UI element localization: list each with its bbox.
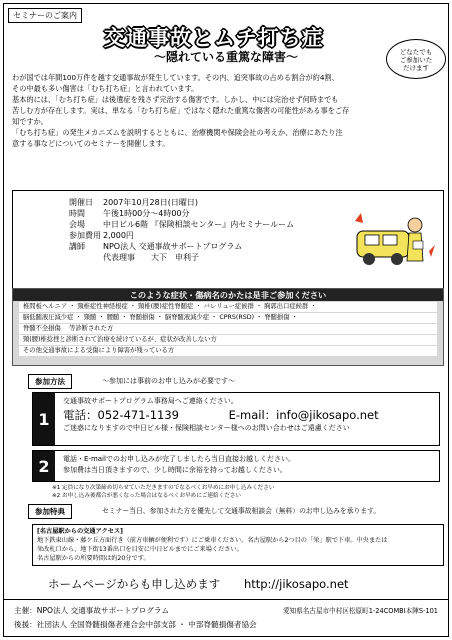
homepage-link[interactable]: http://jikosapo.net bbox=[243, 577, 349, 591]
car-accident-illustration bbox=[351, 201, 437, 281]
benefit-label: 参加特典 bbox=[28, 504, 72, 519]
seminar-tag: セミナーのご案内 bbox=[8, 8, 82, 23]
intro-line: 「むち打ち症」の発生メカニズムを説明するとともに、治療機関や保険会社の考えか、治療にあたり注 bbox=[12, 128, 343, 137]
symptom-item: その他交通事故による受傷により障害が残っている方 bbox=[19, 346, 437, 356]
detail-key: 会場 bbox=[69, 220, 85, 229]
organizer-address: 愛知県名古屋市中村区松原町1-24COMBI本陣S-101 bbox=[283, 607, 438, 615]
access-line: 名古屋駅からの所要時間は約20分です。 bbox=[37, 555, 150, 562]
access-line: 地下鉄東山線・藤ケ丘方面行き（前方車輌が便利です）にご乗車ください。名古屋駅から2つ目の「栄」駅で下車。中央または bbox=[37, 537, 388, 544]
benefit-text: セミナー当日、参加された方を優先して交通事故相談会（無料）のお申し込みを承ります。 bbox=[102, 507, 381, 515]
homepage-label: ホームページからも申し込めます bbox=[48, 577, 221, 591]
page-title: 交通事故とムチ打ち症 bbox=[104, 26, 324, 50]
notes bbox=[52, 484, 274, 500]
detail-value: 2,000円 bbox=[103, 231, 134, 240]
symptom-item: 頸(腰)椎捻挫と診断されて治療を続けているが、症状が改善しない方 bbox=[19, 335, 437, 345]
option-number: 2 bbox=[33, 451, 55, 481]
option-1-line: 交通事故サポートプログラム事務局へご連絡ください。 bbox=[63, 397, 238, 405]
supporters: 後援：社団法人 全国脊髄損傷者連合会中部支部 ・ 中部脊髄損傷者協会 bbox=[14, 620, 257, 629]
option-number: 1 bbox=[33, 393, 55, 445]
method-label: 参加方法 bbox=[28, 374, 72, 389]
symptom-item: 脊髄不全損傷 等診断された方 bbox=[19, 324, 437, 334]
flyer-page bbox=[3, 3, 449, 637]
bubble-line: ご参加いた bbox=[399, 56, 433, 64]
option-2-box bbox=[32, 450, 440, 482]
bubble-line: だけます bbox=[403, 64, 429, 72]
contact-line bbox=[63, 407, 431, 423]
option-2-line: 参加費は当日頂きますので、少し時間に余裕を持ってお越しください。 bbox=[63, 466, 287, 474]
detail-key: 講師 bbox=[69, 242, 85, 251]
organizer: 主催：NPO法人 交通事故サポートプログラム bbox=[14, 606, 170, 615]
option-1-box bbox=[32, 392, 440, 446]
detail-value: 午後1時00分〜4時00分 bbox=[103, 209, 190, 218]
intro-line: 基本的には、「むち打ち症」は後遺症を残さず完治する傷害です。しかし、中には完治せず何時までも bbox=[12, 95, 339, 104]
email-address[interactable]: E-mail：info@jikosapo.net bbox=[228, 408, 379, 422]
detail-key: 開催日 bbox=[69, 198, 93, 207]
footer-row bbox=[14, 604, 438, 618]
symptoms-box bbox=[12, 288, 444, 366]
phone-number[interactable]: 電話：052-471-1139 bbox=[63, 408, 179, 422]
detail-key bbox=[69, 252, 103, 263]
intro-line: 知ですか。 bbox=[12, 117, 48, 126]
page-subtitle: 〜隠れている重篤な障害〜 bbox=[154, 50, 299, 64]
intro-text bbox=[12, 72, 444, 149]
option-1-caution: ご迷惑になりますので中日ビル様・保険相談センター様へのお問い合わせはご遠慮ください bbox=[63, 424, 350, 432]
note-item: ※2 お申し込み後都合が悪くなった場合はなるべくお早めにご連絡ください bbox=[52, 493, 242, 499]
symptom-item: 脳低髄液圧減少症 ・ 頸髄 ・ 腰髄 ・ 脊髄損傷 ・ 脳脊髄液減少症 ・ CPRS(RSD) ・ 脊髄損傷 ・ bbox=[19, 313, 437, 323]
symptom-item: 椎間板ヘルニア ・ 頸椎症性神経根症 ・ 頸椎(腰)症性脊髄症 ・ バレリュー症候群 ・ 胸郭出口症候群 ・ bbox=[19, 302, 437, 312]
detail-value: 代表理事 大下 申利子 bbox=[103, 253, 199, 262]
bubble-line: どなたでも bbox=[399, 48, 433, 56]
symptoms-heading: このような症状・傷病名のかたは是非ご参加ください bbox=[13, 289, 443, 301]
intro-line: わが国では年間100万件を越す交通事故が発生しています。その内、追突事故の占める割合が約4割、 bbox=[12, 73, 339, 82]
detail-value: 2007年10月28日(日曜日) bbox=[103, 198, 198, 207]
detail-key: 時間 bbox=[69, 209, 85, 218]
footer bbox=[4, 599, 448, 636]
access-box bbox=[32, 524, 444, 566]
intro-line: その中最も多い傷害は「むち打ち症」と言われています。 bbox=[12, 84, 199, 93]
detail-value: 中日ビル6階 『保険相談センター』内セミナールーム bbox=[103, 220, 295, 229]
event-details-box bbox=[12, 190, 444, 290]
option-2-line: 電話・E-mailでのお申し込みが完了しましたら当日直接お越しください。 bbox=[63, 455, 295, 463]
intro-line: 意する事などについてのセミナーを開催します。 bbox=[12, 139, 170, 148]
intro-line: 苦しむ方が存在します。実は、単なる「むち打ち症」ではなく隠れた重篤な傷害の可能性がある事をご存 bbox=[12, 106, 350, 115]
homepage-line bbox=[48, 576, 349, 592]
note-item: ※1 定員になり次第締め切らせていただきますのでなるべくお早めにお申し込みください bbox=[52, 485, 275, 491]
detail-key: 参加費用 bbox=[69, 231, 101, 240]
method-note: 〜参加には事前のお申し込みが必要です〜 bbox=[102, 377, 235, 385]
detail-value: NPO法人 交通事故サポートプログラム bbox=[103, 242, 243, 251]
access-line: 栄改札口から、地下街13番出口を目安に中日ビルまでにご来場ください。 bbox=[37, 546, 243, 553]
access-heading: [名古屋駅からの交通アクセス] bbox=[37, 528, 123, 535]
